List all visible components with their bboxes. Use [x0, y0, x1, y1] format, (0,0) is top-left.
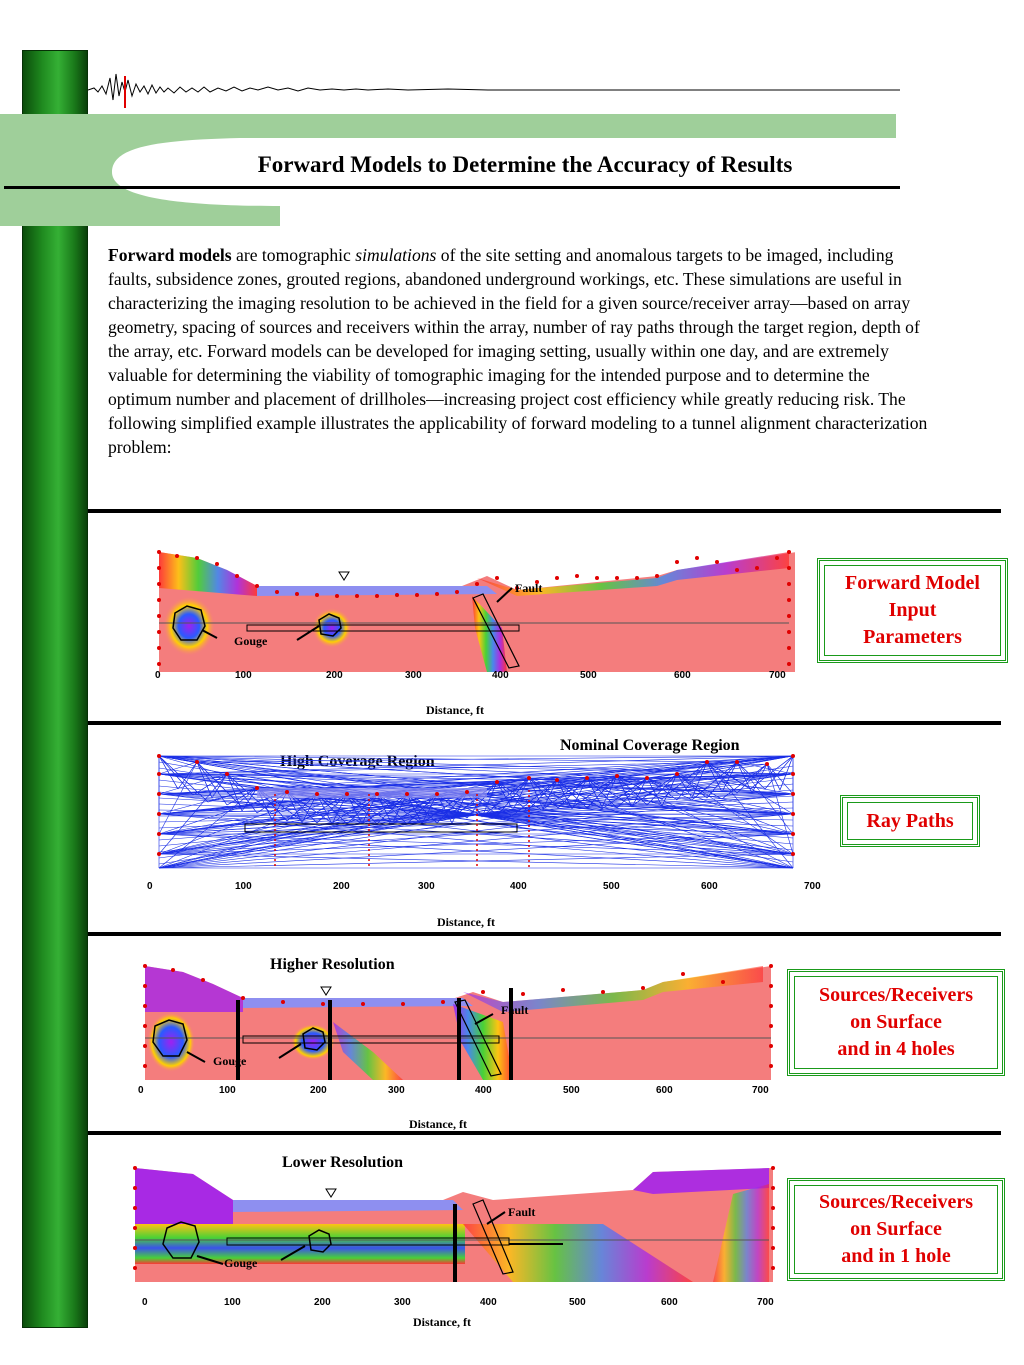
fault-label: Fault [508, 1205, 536, 1219]
tick-label: 400 [510, 881, 527, 892]
tick-label: 0 [142, 1297, 148, 1308]
tick-label: 300 [418, 881, 435, 892]
x-ticks-4 [136, 1297, 786, 1311]
caption-line: on Surface [850, 1218, 942, 1240]
page-title: Forward Models to Determine the Accuracy of Results [257, 152, 793, 177]
high-coverage-label: High Coverage Region [280, 753, 435, 770]
gouge-label: Gouge [213, 1054, 247, 1068]
tick-label: 400 [475, 1085, 492, 1096]
caption-line: and in 4 holes [837, 1038, 955, 1060]
tick-label: 0 [155, 670, 161, 681]
caption-line: on Surface [850, 1011, 942, 1033]
tick-label: 500 [569, 1297, 586, 1308]
tick-label: 700 [757, 1297, 774, 1308]
x-ticks-1 [148, 670, 798, 684]
tick-label: 200 [310, 1085, 327, 1096]
x-axis-label-1: Distance, ft [426, 703, 484, 717]
higher-resolution-plot [143, 962, 775, 1082]
tick-label: 300 [405, 670, 422, 681]
tick-label: 500 [580, 670, 597, 681]
left-green-bar [22, 50, 88, 1328]
tick-label: 200 [326, 670, 343, 681]
tick-label: 700 [769, 670, 786, 681]
tick-label: 100 [219, 1085, 236, 1096]
intro-bold-lead: Forward models [108, 245, 232, 265]
tick-label: 600 [656, 1085, 673, 1096]
caption-line: Input [888, 599, 937, 621]
tick-label: 600 [674, 670, 691, 681]
intro-part1: are tomographic [231, 245, 356, 265]
section-rule-1 [88, 509, 1001, 513]
gouge-label: Gouge [224, 1256, 258, 1270]
caption-line: Parameters [863, 626, 962, 648]
tick-label: 600 [701, 881, 718, 892]
caption-line: Sources/Receivers [818, 1191, 974, 1213]
caption-forward-model [817, 558, 1008, 663]
fault-label: Fault [515, 581, 543, 595]
section-rule-2 [88, 721, 1001, 725]
tick-label: 300 [394, 1297, 411, 1308]
tick-label: 100 [235, 881, 252, 892]
tick-label: 500 [603, 881, 620, 892]
tick-label: 700 [804, 881, 821, 892]
intro-paragraph [108, 243, 928, 459]
x-ticks-2 [140, 881, 820, 895]
forward-model-plot [157, 548, 795, 672]
caption-four-holes [787, 969, 1005, 1076]
x-axis-label-4: Distance, ft [413, 1315, 471, 1329]
tick-label: 100 [235, 670, 252, 681]
gouge-label: Gouge [234, 634, 268, 648]
tick-label: 300 [388, 1085, 405, 1096]
nominal-coverage-label: Nominal Coverage Region [560, 737, 740, 754]
intro-italic: simulations [355, 245, 437, 265]
tick-label: 100 [224, 1297, 241, 1308]
x-ticks-3 [132, 1085, 782, 1099]
lower-resolution-label: Lower Resolution [282, 1154, 404, 1171]
tick-label: 0 [147, 881, 153, 892]
section-rule-4 [88, 1131, 1001, 1135]
tick-label: 200 [314, 1297, 331, 1308]
caption-one-hole [787, 1178, 1005, 1281]
title-underline [4, 186, 900, 189]
tick-label: 600 [661, 1297, 678, 1308]
higher-resolution-label: Higher Resolution [270, 956, 395, 973]
tick-label: 200 [333, 881, 350, 892]
tick-label: 400 [492, 670, 509, 681]
caption-line: and in 1 hole [841, 1245, 951, 1267]
tick-label: 400 [480, 1297, 497, 1308]
tick-label: 0 [138, 1085, 144, 1096]
ray-paths-plot [157, 754, 797, 870]
caption-ray-paths: Ray Paths [840, 795, 980, 847]
fault-label: Fault [501, 1003, 529, 1017]
caption-line: Sources/Receivers [818, 984, 974, 1006]
section-rule-3 [88, 932, 1001, 936]
lower-resolution-plot [133, 1164, 777, 1284]
tick-label: 500 [563, 1085, 580, 1096]
tick-label: 700 [752, 1085, 769, 1096]
x-axis-label-2: Distance, ft [437, 915, 495, 929]
x-axis-label-3: Distance, ft [409, 1117, 467, 1131]
seismogram-trace [88, 66, 900, 114]
caption-line: Forward Model [845, 572, 980, 594]
intro-part2: of the site setting and anomalous targets to be imaged, including faults, subsidence zones, grouted regions, abandoned underground workings, etc. These simulations are useful in characterizing the imaging resolution to be achieved in the field for a given source/receiver array—based on array geometry, spacing of sources and receivers within the array, number of ray paths through the target region, depth of the array, etc. Forward models can be developed for imaging setting, usually within one day, and are extremely valuable for determining the viability of tomographic imaging for the intended purpose and to determine the optimum number and placement of drillholes—increasing project cost efficiency while greatly reducing risk. The following simplified example illustrates the applicability of forward modeling to a tunnel alignment characterization problem: [108, 245, 928, 457]
